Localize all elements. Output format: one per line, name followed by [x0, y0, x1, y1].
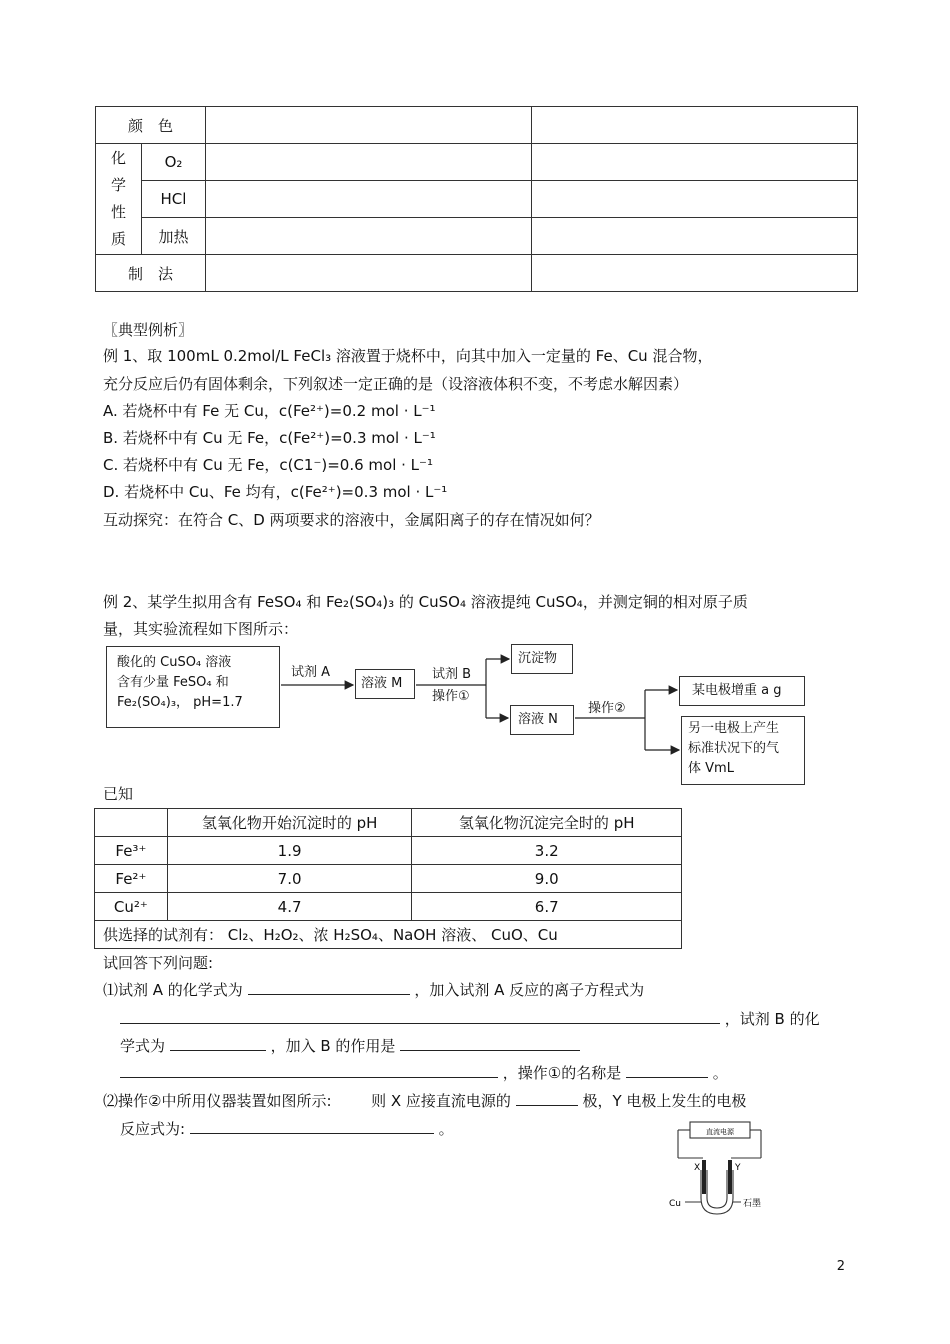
ex1-line1: 例 1、取 100mL 0.2mol/L FeCl₃ 溶液置于烧杯中，向其中加入一定量的 Fe、Cu 混合物，: [103, 347, 713, 365]
electrolysis-apparatus: [665, 1118, 775, 1228]
reagent-a-label: 试剂 A: [291, 665, 331, 680]
o2-label: O₂: [142, 144, 206, 181]
reagents-row: 供选择的试剂有： Cl₂、H₂O₂、浓 H₂SO₄、NaOH 溶液、 CuO、Cu: [95, 921, 682, 949]
section-title: 〖典型例析〗: [103, 321, 194, 339]
ex1-explore: 互动探究：在符合 C、D 两项要求的溶液中，金属阳离子的存在情况如何？: [103, 511, 600, 529]
q1-line1: ⑴试剂 A 的化学式为 ，加入试剂 A 反应的离子方程式为: [103, 981, 645, 999]
chem-props-label: 化学性质: [96, 144, 142, 255]
ex1-option-d: D. 若烧杯中 Cu、Fe 均有，c(Fe²⁺)=0.3 mol · L⁻¹: [103, 483, 448, 501]
q1-line4: ，操作①的名称是 。: [120, 1063, 728, 1083]
hydroxide-table: [94, 808, 682, 949]
flow-start-box: 酸化的 CuSO₄ 溶液 含有少量 FeSO₄ 和 Fe₂(SO₄)₃， pH=1.7: [106, 646, 280, 728]
graphite-electrode: [728, 1160, 732, 1194]
graphite-label: 石墨: [743, 1199, 762, 1209]
answer-blank[interactable]: [626, 1063, 708, 1078]
prep-label: 制 法: [96, 255, 206, 292]
col-end-header: 氢氧化物沉淀完全时的 pH: [412, 809, 682, 837]
electrode-gas-box: 另一电极上产生 标准状况下的气 体 VmL: [681, 716, 805, 785]
ex1-option-b: B. 若烧杯中有 Cu 无 Fe，c(Fe²⁺)=0.3 mol · L⁻¹: [103, 429, 436, 447]
answer-blank[interactable]: [400, 1036, 580, 1051]
ex2-line2: 量，其实验流程如下图所示：: [103, 620, 299, 638]
ex2-line1: 例 2、某学生拟用含有 FeSO₄ 和 Fe₂(SO₄)₃ 的 CuSO₄ 溶液提纯 CuSO₄，并测定铜的相对原子质: [103, 593, 748, 611]
answer-blank[interactable]: [120, 1063, 498, 1078]
table-row: Fe²⁺ 7.0 9.0: [95, 865, 682, 893]
cu-label: Cu: [669, 1199, 681, 1209]
solution-n-box: 溶液 N: [510, 705, 574, 735]
operation-2-label: 操作②: [588, 701, 626, 716]
answer-blank[interactable]: [248, 980, 410, 995]
reagent-b-label: 试剂 B: [432, 667, 472, 682]
color-label: 颜 色: [96, 107, 206, 144]
table-row: Cu²⁺ 4.7 6.7: [95, 893, 682, 921]
answer-blank[interactable]: [170, 1036, 266, 1051]
ex1-line2: 充分反应后仍有固体剩余，下列叙述一定正确的是（设溶液体积不变，不考虑水解因素）: [103, 375, 689, 393]
page-number: 2: [836, 1259, 845, 1274]
q2-line2: 反应式为: 。: [120, 1120, 454, 1138]
answer-blank[interactable]: [190, 1119, 434, 1134]
table-row: Fe³⁺ 1.9 3.2: [95, 837, 682, 865]
hcl-label: HCl: [142, 181, 206, 218]
y-label: Y: [735, 1163, 741, 1173]
heat-label: 加热: [142, 218, 206, 255]
questions-intro: 试回答下列问题:: [103, 954, 214, 972]
q2-line1: ⑵操作②中所用仪器装置如图所示: 则 X 应接直流电源的 极，Y 电极上发生的电极: [103, 1092, 747, 1110]
q1-line3: 学式为 ，加入 B 的作用是: [120, 1036, 580, 1056]
solution-m-box: 溶液 M: [355, 669, 415, 699]
operation-1-label: 操作①: [432, 689, 470, 704]
col-start-header: 氢氧化物开始沉淀时的 pH: [167, 809, 412, 837]
answer-blank[interactable]: [120, 1009, 720, 1024]
known-label: 已知: [103, 785, 134, 803]
ex1-option-a: A. 若烧杯中有 Fe 无 Cu，c(Fe²⁺)=0.2 mol · L⁻¹: [103, 402, 436, 420]
ex1-option-c: C. 若烧杯中有 Cu 无 Fe，c(C1⁻)=0.6 mol · L⁻¹: [103, 456, 433, 474]
x-label: X: [694, 1163, 701, 1173]
q1-line2: ，试剂 B 的化: [120, 1009, 820, 1029]
answer-blank[interactable]: [516, 1091, 578, 1106]
electrode-gain-box: 某电极增重 a g: [679, 676, 805, 706]
precipitate-box: 沉淀物: [511, 644, 573, 674]
cu-electrode: [702, 1160, 706, 1194]
power-label: 直流电源: [706, 1128, 734, 1136]
